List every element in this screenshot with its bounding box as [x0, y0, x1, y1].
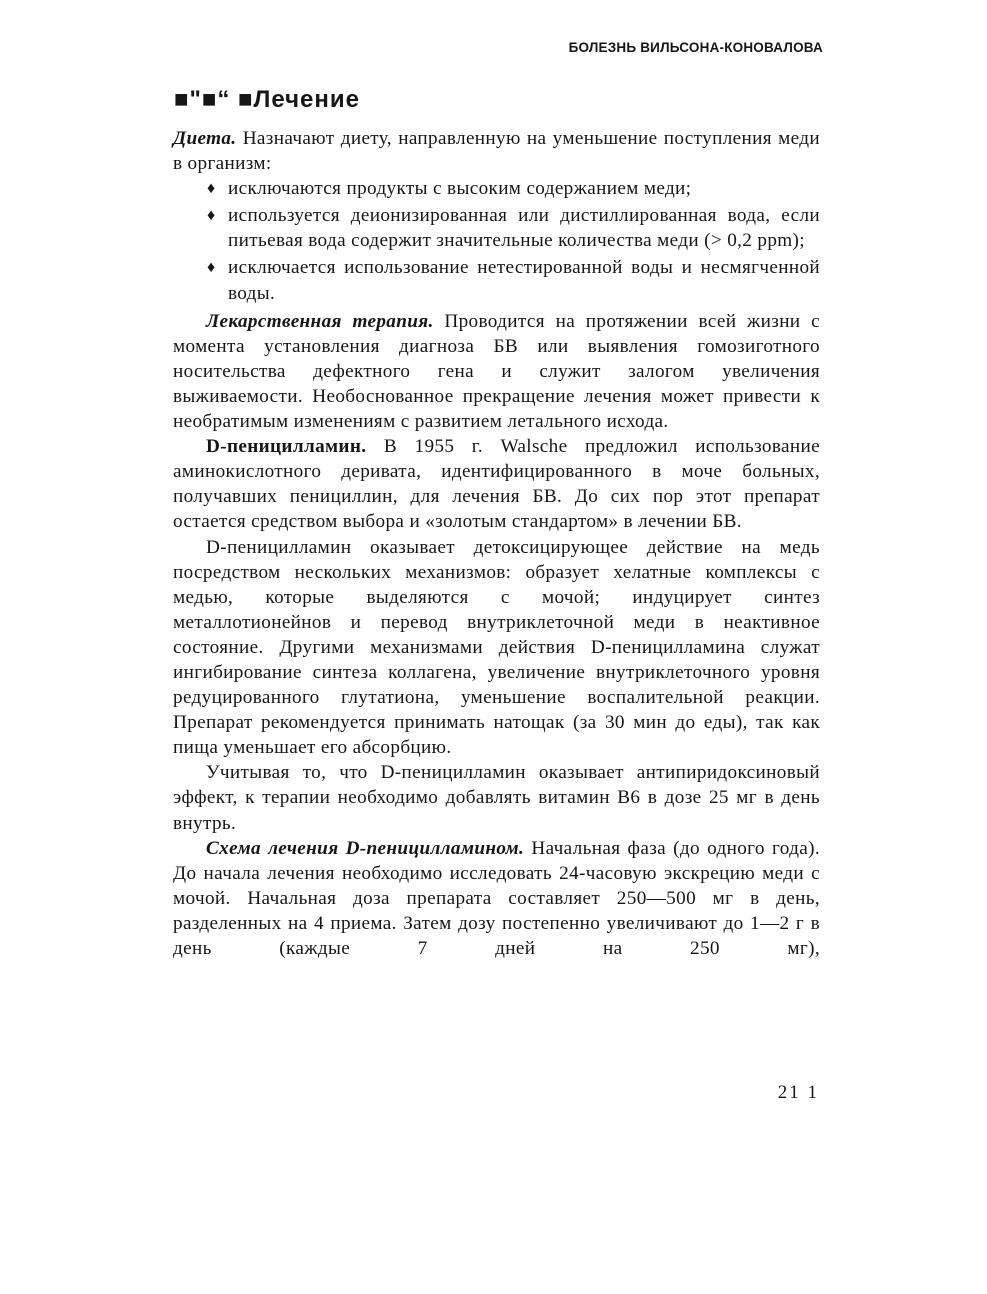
diet-list	[173, 176, 820, 305]
diamond-bullet-icon: ♦	[207, 207, 216, 225]
drug-therapy-text: Проводится на протяжении всей жизни с момента установления диагноза БВ или выявления гомозиготного носительства дефектного гена и служит залогом увеличения выживаемости. Необоснованное прекращение лечения может привести к необратимым изменениям с развитием летального исхода.	[173, 310, 821, 433]
list-item-text: исключается использование нетестированной воды и несмягченной воды.	[228, 257, 820, 304]
body-text	[173, 126, 820, 961]
penicillamine-label: D-пеницилламин.	[206, 436, 367, 458]
list-item	[207, 203, 820, 253]
diet-paragraph	[173, 126, 820, 176]
list-item-text: используется деионизированная или дистиллированная вода, если питьевая вода содержит значительные количества меди (> 0,2 ppm);	[228, 205, 820, 252]
diet-label: Диета.	[173, 128, 237, 149]
penicillamine-paragraph	[173, 434, 820, 534]
diamond-bullet-icon: ♦	[207, 259, 216, 277]
penicillamine-text: В 1955 г. Walsche предложил использование аминокислотного деривата, идентифицированного в моче больных, получавших пенициллин, для лечения БВ. До сих пор этот препарат остается средством выбора и «золотым стандартом» в лечении БВ.	[173, 436, 820, 533]
list-item	[207, 176, 820, 201]
running-header: БОЛЕЗНЬ ВИЛЬСОНА-КОНОВАЛОВА	[568, 40, 823, 55]
drug-therapy-label: Лекарственная терапия.	[206, 310, 434, 332]
antipyridoxine-paragraph: Учитывая то, что D-пеницилламин оказывает антипиридоксиновый эффект, к терапии необходимо добавлять витамин В6 в дозе 25 мг в день внутрь.	[173, 762, 820, 834]
section-title: ■"■“ ■Лечение	[174, 86, 361, 113]
drug-therapy-paragraph	[173, 309, 820, 434]
page-number: 21 1	[777, 1082, 819, 1103]
diet-text: Назначают диету, направленную на уменьшение поступления меди в организм:	[173, 128, 820, 175]
list-item-text: исключаются продукты с высоким содержанием меди;	[228, 178, 692, 200]
scheme-paragraph	[173, 836, 820, 961]
diamond-bullet-icon: ♦	[207, 180, 216, 198]
scheme-text: Начальная фаза (до одного года). До начала лечения необходимо исследовать 24-часовую экскрецию меди с мочой. Начальная доза препарата составляет 250—500 мг в день, разделенных на 4 приема. Затем дозу постепенно увеличивают до 1—2 г в день (каждые 7 дней на 250 мг),	[173, 837, 820, 959]
mechanism-paragraph: D-пеницилламин оказывает детоксицирующее действие на медь посредством нескольких механизмов: образует хелатные комплексы с медью, которые выделяются с мочой; индуцирует синтез металлотионейнов и перевод внутриклеточной меди в неактивное состояние. Другими механизмами действия D-пеницилламина служат ингибирование синтеза коллагена, увеличение внутриклеточного уровня редуцированного глутатиона, уменьшение воспалительной реакции. Препарат рекомендуется принимать натощак (за 30 мин до еды), так как пища уменьшает его абсорбцию.	[173, 536, 820, 759]
scheme-label: Схема лечения D-пеницилламином.	[206, 837, 525, 859]
list-item	[207, 255, 820, 305]
